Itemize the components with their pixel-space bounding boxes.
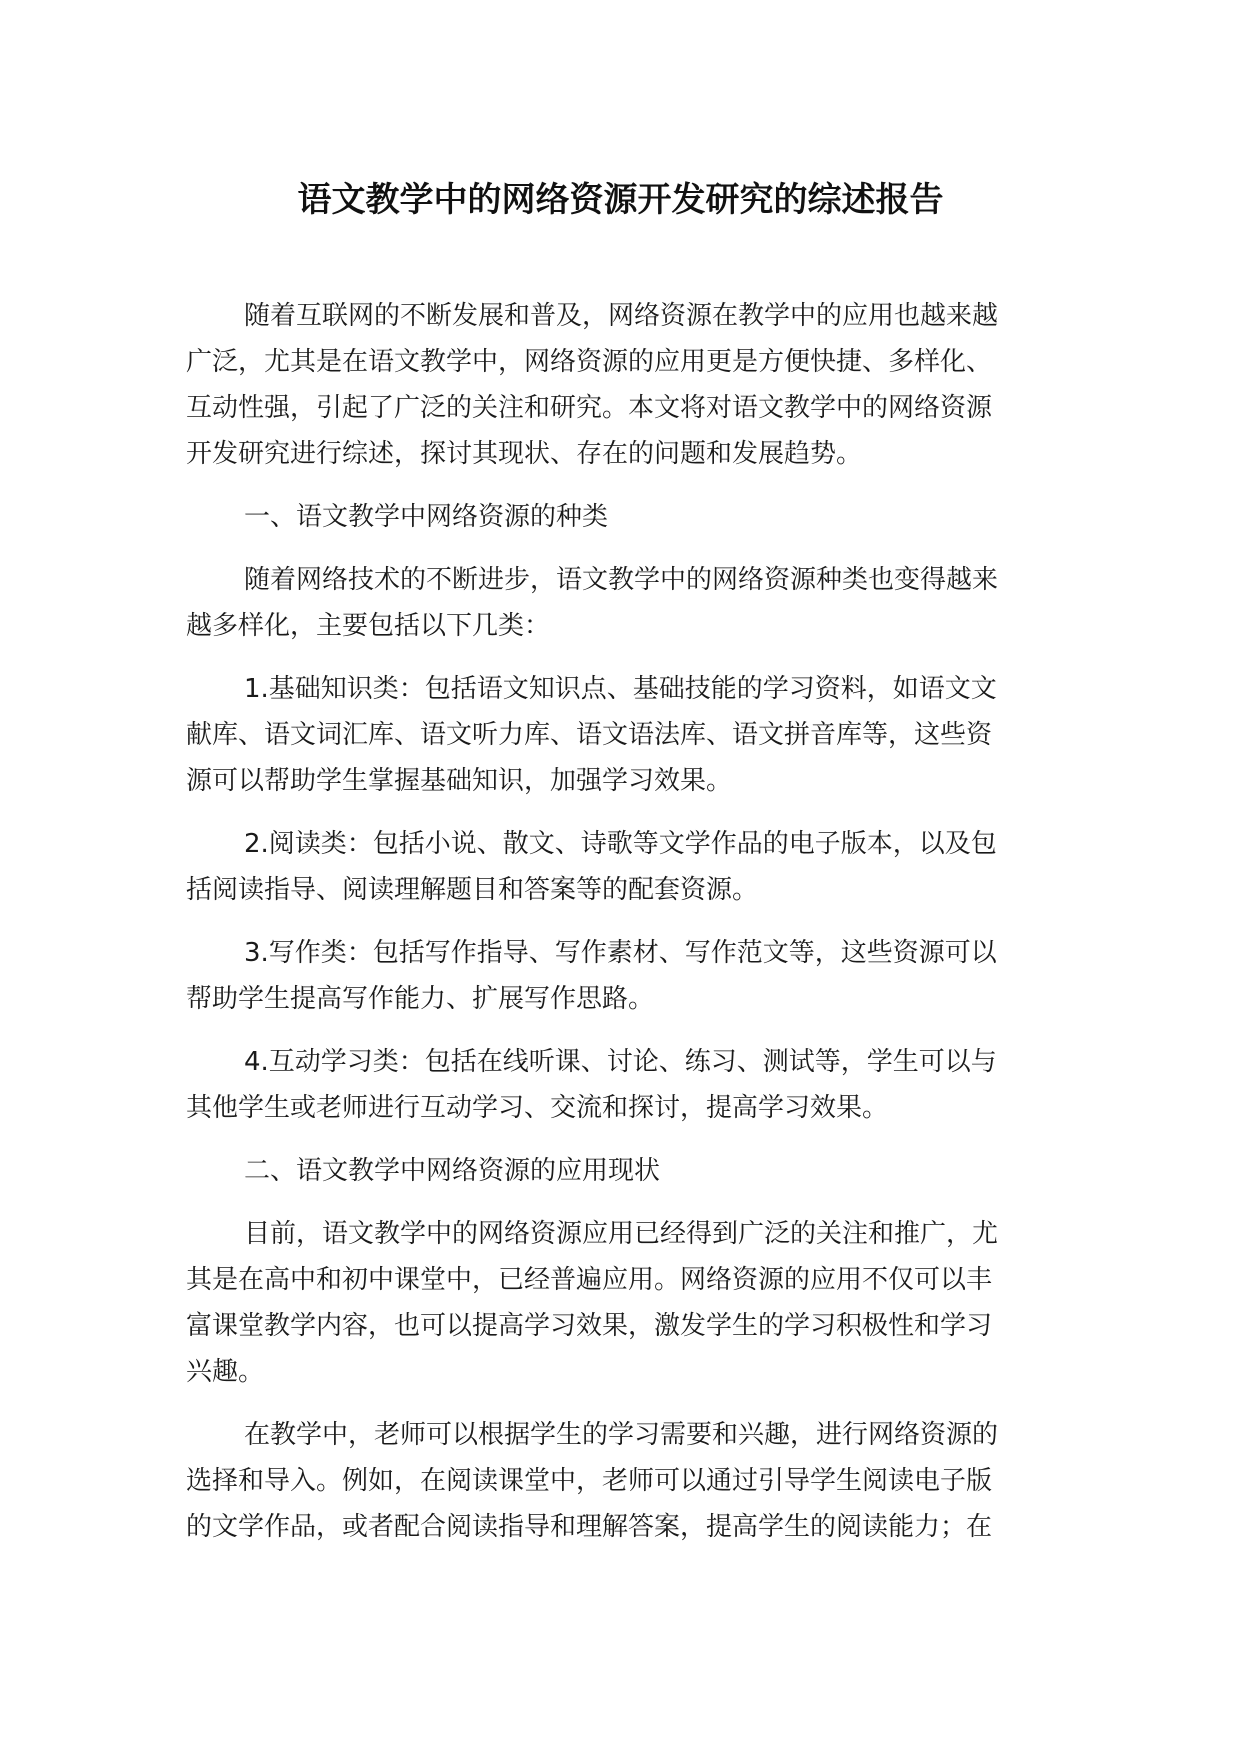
document-title: 语文教学中的网络资源开发研究的综述报告	[297, 180, 944, 220]
section-heading: 二、语文教学中网络资源的应用现状	[244, 1156, 661, 1186]
body-paragraph	[186, 1412, 1066, 1550]
paragraph-line: 随着网络技术的不断进步，语文教学中的网络资源种类也变得越来	[244, 565, 999, 595]
paragraph-line: 随着互联网的不断发展和普及，网络资源在教学中的应用也越来越	[244, 301, 999, 331]
paragraph-line: 源可以帮助学生掌握基础知识，加强学习效果。	[186, 766, 733, 796]
paragraph-line: 帮助学生提高写作能力、扩展写作思路。	[186, 984, 655, 1014]
paragraph-line: 其是在高中和初中课堂中，已经普遍应用。网络资源的应用不仅可以丰	[186, 1265, 993, 1295]
paragraph-line: 在教学中，老师可以根据学生的学习需要和兴趣，进行网络资源的	[244, 1420, 999, 1450]
body-paragraph	[186, 1039, 1066, 1131]
paragraph-line: 选择和导入。例如，在阅读课堂中，老师可以通过引导学生阅读电子版	[186, 1466, 993, 1496]
body-paragraph	[186, 666, 1066, 804]
paragraph-line: 4.互动学习类：包括在线听课、讨论、练习、测试等，学生可以与	[244, 1047, 997, 1077]
paragraph-line: 广泛，尤其是在语文教学中，网络资源的应用更是方便快捷、多样化、	[186, 347, 993, 377]
paragraph-line: 1.基础知识类：包括语文知识点、基础技能的学习资料，如语文文	[244, 674, 997, 704]
paragraph-line: 目前，语文教学中的网络资源应用已经得到广泛的关注和推广，尤	[244, 1219, 999, 1249]
body-paragraph	[186, 557, 1066, 649]
paragraph-line: 2.阅读类：包括小说、散文、诗歌等文学作品的电子版本，以及包	[244, 829, 997, 859]
body-paragraph	[186, 1211, 1066, 1395]
paragraph-line: 越多样化，主要包括以下几类：	[186, 611, 551, 641]
paragraph-line: 3.写作类：包括写作指导、写作素材、写作范文等，这些资源可以	[244, 938, 997, 968]
body-paragraph	[186, 293, 1066, 477]
document-body	[186, 293, 1066, 1567]
body-paragraph	[186, 930, 1066, 1022]
paragraph-line: 其他学生或老师进行互动学习、交流和探讨，提高学习效果。	[186, 1093, 889, 1123]
paragraph-line: 开发研究进行综述，探讨其现状、存在的问题和发展趋势。	[186, 439, 863, 469]
body-paragraph	[186, 821, 1066, 913]
paragraph-line: 献库、语文词汇库、语文听力库、语文语法库、语文拼音库等，这些资	[186, 720, 993, 750]
section-heading: 一、语文教学中网络资源的种类	[244, 502, 609, 532]
paragraph-line: 兴趣。	[186, 1357, 265, 1387]
paragraph-line: 的文学作品，或者配合阅读指导和理解答案，提高学生的阅读能力；在	[186, 1512, 993, 1542]
paragraph-line: 富课堂教学内容，也可以提高学习效果，激发学生的学习积极性和学习	[186, 1311, 993, 1341]
paragraph-line: 互动性强，引起了广泛的关注和研究。本文将对语文教学中的网络资源	[186, 393, 993, 423]
paragraph-line: 括阅读指导、阅读理解题目和答案等的配套资源。	[186, 875, 759, 905]
